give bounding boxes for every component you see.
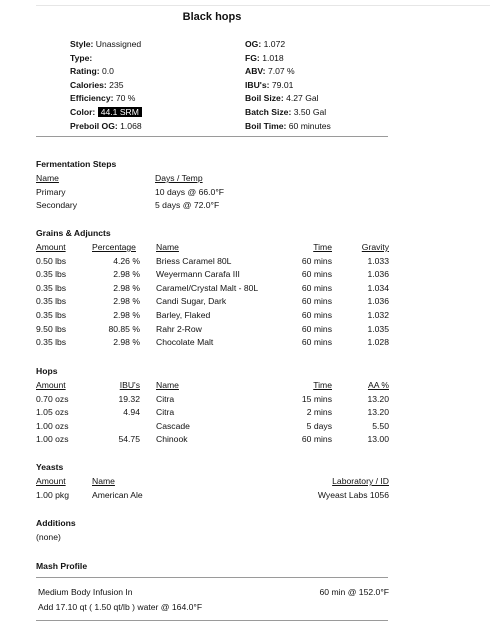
table-row: 1.00 pkg American Ale Wyeast Labs 1056	[36, 489, 389, 500]
col-header-aa: AA %	[367, 380, 389, 390]
table-row: 1.00 ozs Cascade 5 days 5.50	[36, 420, 389, 431]
yeasts-title: Yeasts	[36, 462, 64, 472]
table-row: 1.00 ozs 54.75 Chinook 60 mins 13.00	[36, 434, 389, 445]
top-divider	[36, 5, 490, 6]
table-row: 0.70 ozs 19.32 Citra 15 mins 13.20	[36, 393, 389, 404]
hops-header	[0, 380, 490, 394]
col-header-ibu: IBU's	[119, 380, 140, 390]
boil-time-value: 60 minutes	[288, 120, 331, 131]
boil-size-line: Boil Size: 4.27 Gal	[245, 93, 319, 104]
table-row: 0.35 lbs 2.98 % Candi Sugar, Dark 60 mins 1.036	[36, 296, 389, 307]
col-header-gravity: Gravity	[361, 242, 389, 252]
table-row: 0.35 lbs 2.98 % Chocolate Malt 60 mins 1.028	[36, 337, 389, 348]
col-header-name: Name	[156, 242, 179, 252]
recipe-summary-left	[70, 38, 240, 133]
boil-time-line: Boil Time: 60 minutes	[245, 120, 331, 131]
summary-divider	[36, 136, 388, 137]
rating-value: 0.0	[102, 66, 114, 77]
col-header-name: Name	[92, 476, 115, 486]
rating-line: Rating: 0.0	[70, 66, 114, 77]
table-row: Primary 10 days @ 66.0°F	[36, 186, 225, 197]
hops-title: Hops	[36, 366, 58, 376]
fg-line: FG: 1.018	[245, 52, 284, 63]
mash-step-description: Add 17.10 qt ( 1.50 qt/lb ) water @ 164.0°F	[38, 602, 203, 612]
og-value: 1.072	[263, 39, 286, 49]
col-header-name: Name	[156, 380, 179, 390]
col-header-time: Time	[313, 242, 332, 252]
additions-text: (none)	[36, 532, 61, 542]
table-row: 9.50 lbs 80.85 % Rahr 2-Row 60 mins 1.035	[36, 323, 389, 334]
fermentation-title: Fermentation Steps	[36, 159, 117, 169]
col-header-time: Time	[313, 380, 332, 390]
calories-value: 235	[109, 79, 124, 90]
fermentation-header	[0, 173, 490, 187]
mash-bottom-divider	[36, 620, 388, 621]
abv-value: 7.07 %	[267, 66, 295, 77]
mash-profile-name: Medium Body Infusion In	[38, 587, 133, 597]
table-row: 0.50 lbs 4.26 % Briess Caramel 80L 60 mins 1.033	[36, 255, 389, 266]
table-row: 0.35 lbs 2.98 % Weyermann Carafa III 60 mins 1.036	[36, 269, 389, 280]
table-row: 0.35 lbs 2.98 % Barley, Flaked 60 mins 1.032	[36, 310, 389, 320]
srm-color-swatch: 44.1 SRM	[98, 107, 142, 117]
fg-value: 1.018	[262, 52, 284, 63]
col-header-days-temp: Days / Temp	[155, 173, 203, 183]
col-header-amount: Amount	[36, 476, 66, 486]
recipe-title: Black hops	[182, 11, 242, 23]
mash-step-time: 60 min @ 152.0°F	[319, 587, 389, 597]
recipe-summary-right	[245, 38, 415, 133]
ibu-line: IBU's: 79.01	[245, 79, 294, 90]
col-header-laboratory: Laboratory / ID	[332, 476, 389, 486]
batch-size-value: 3.50 Gal	[293, 106, 327, 117]
table-row: Secondary 5 days @ 72.0°F	[36, 200, 220, 211]
additions-title: Additions	[36, 518, 76, 528]
col-header-amount: Amount	[36, 242, 66, 252]
grains-title: Grains & Adjuncts	[36, 228, 111, 238]
type-line: Type:	[70, 52, 93, 63]
yeasts-header	[0, 476, 490, 490]
col-header-percentage: Percentage	[92, 242, 136, 252]
style-value: Unassigned	[95, 39, 142, 49]
table-row: 0.35 lbs 2.98 % Caramel/Crystal Malt - 80L 60 mins 1.034	[36, 282, 389, 293]
og-line: OG: 1.072	[245, 39, 286, 49]
color-line: Color: 44.1 SRM	[70, 106, 240, 120]
col-header-name: Name	[36, 173, 59, 183]
table-row: 1.05 ozs 4.94 Citra 2 mins 13.20	[36, 407, 389, 418]
style-line: Style: Unassigned	[70, 39, 142, 49]
mash-top-divider	[36, 577, 388, 578]
mash-title: Mash Profile	[36, 561, 88, 571]
batch-size-line: Batch Size: 3.50 Gal	[245, 106, 327, 117]
col-header-amount: Amount	[36, 380, 66, 390]
boil-size-value: 4.27 Gal	[286, 93, 319, 104]
ibu-value: 79.01	[271, 79, 294, 90]
calories-line: Calories: 235	[70, 79, 124, 90]
preboil-og-value: 1.068	[120, 120, 142, 131]
abv-line: ABV: 7.07 %	[245, 66, 295, 77]
efficiency-line: Efficiency: 70 %	[70, 93, 136, 104]
efficiency-value: 70 %	[115, 93, 136, 104]
grains-header	[0, 242, 490, 256]
preboil-og-line: Preboil OG: 1.068	[70, 120, 142, 131]
